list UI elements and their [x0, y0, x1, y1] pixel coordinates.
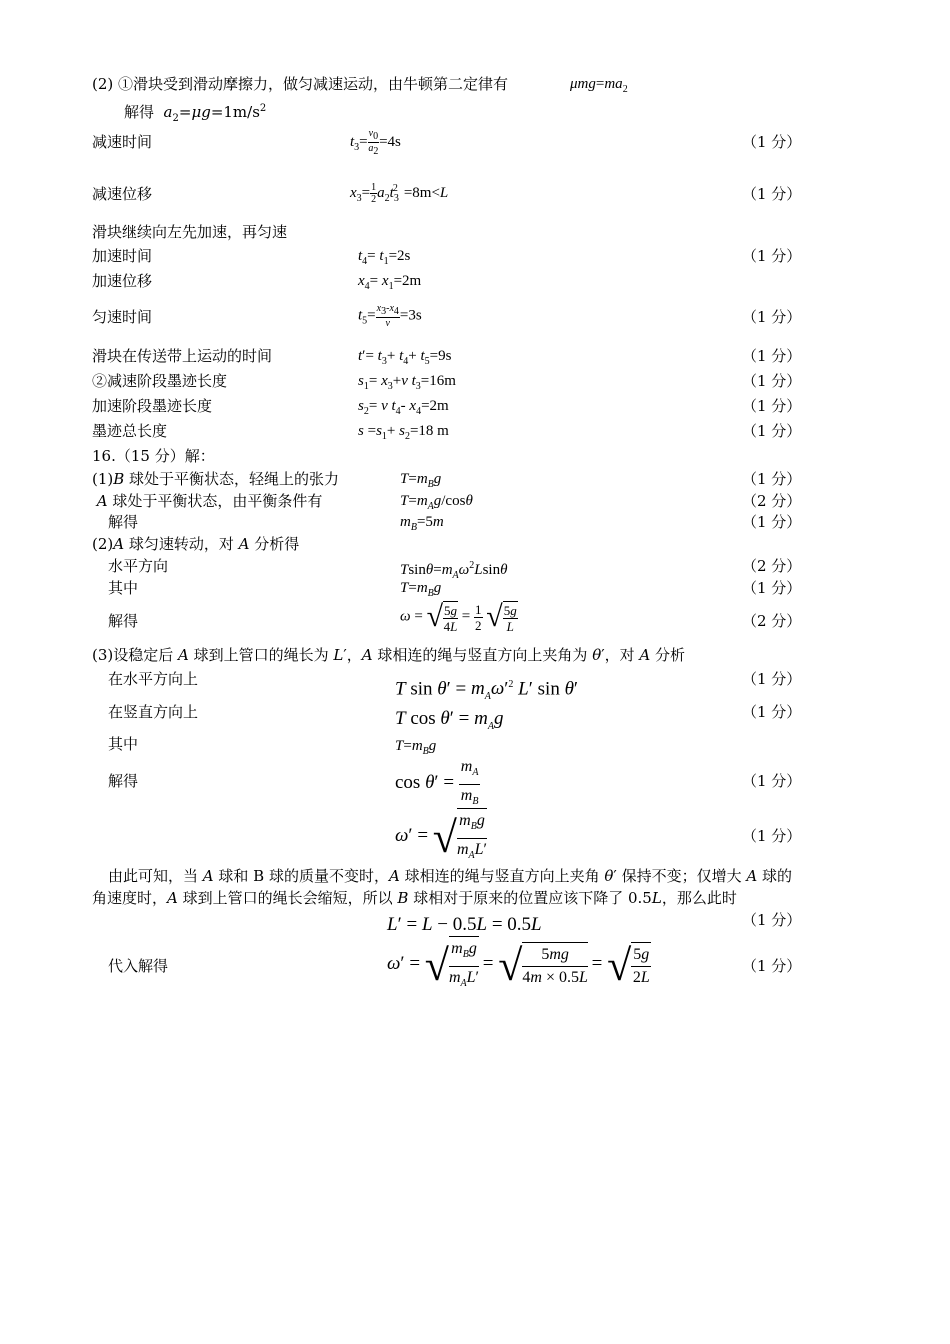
q16-a2-label: A 球处于平衡状态，由平衡条件有 [96, 492, 323, 510]
score: （1 分） [742, 470, 802, 488]
score: （1 分） [742, 670, 802, 688]
score: （2 分） [742, 612, 802, 630]
q16-b2-label: 其中 [108, 579, 139, 597]
row-label: 加速位移 [92, 272, 153, 290]
q16-a2-eq: $T=m_Ag$/cosθ [400, 493, 473, 512]
eq-s: $s =s_1+ s_2=18$ m [358, 423, 449, 442]
score: （1 分） [742, 397, 802, 415]
row-label: 减速时间 [92, 133, 153, 151]
score: （1 分） [742, 372, 802, 390]
eq-s1: $s_1= x_3+v$ $t_3=16m$ [358, 373, 456, 392]
q16-a1-label: (1)B 球处于平衡状态，轻绳上的张力 [92, 470, 340, 488]
p2-intro: (2) ①滑块受到滑动摩擦力，做匀减速运动，由牛顿第二定律有 [92, 75, 509, 93]
q16-b3-eq: ω = √ $\frac{5g}{4L}$ = $\frac{1}{2}$ √ $\frac{5g}{L}$ [400, 600, 517, 634]
q16-c5-eq: ω′ = √ $m_Bg$ $m_AL'$ [395, 808, 487, 867]
row-label: 加速阶段墨迹长度 [92, 397, 213, 415]
score: （1 分） [742, 185, 802, 203]
q16-c2-label: 在竖直方向上 [108, 703, 199, 721]
score: （1 分） [742, 513, 802, 531]
row-label: 滑块继续向左先加速，再匀速 [92, 223, 288, 241]
score: （2 分） [742, 492, 802, 510]
q16-c3-label: 其中 [108, 735, 139, 753]
q16-para2: 角速度时，A 球到上管口的绳长会缩短，所以 B 球相对于原来的位置应该下降了 0.5L，那么此时 [92, 889, 737, 907]
q16-b1-eq: $Tsin\theta=m_A\omega^2Lsin\theta$ [400, 560, 508, 581]
score: （1 分） [742, 133, 802, 151]
q16-c3-eq: $T=m_Bg$ [395, 738, 437, 757]
score: （1 分） [742, 957, 802, 975]
row-label: ②减速阶段墨迹长度 [92, 372, 228, 390]
q16-para1: 由此可知，当 A 球和 B 球的质量不变时，A 球相连的绳与竖直方向上夹角 θ′ 保持不变；仅增大 A 球的 [108, 867, 792, 885]
q16-c1-label: 在水平方向上 [108, 670, 199, 688]
score: （1 分） [742, 422, 802, 440]
q16-c1-eq: T $\sin \theta' = m_A\omega'^2$ L′ sin θ′ [395, 678, 579, 703]
q16-c4-label: 解得 [108, 772, 139, 790]
q16-a3-label: 解得 [108, 513, 139, 531]
score: （1 分） [742, 827, 802, 845]
row-label: 减速位移 [92, 185, 153, 203]
eq-t4: $t_4= t_1=2s$ [358, 248, 411, 267]
p2-solve: 解得 $a_2=\mu g=1m/s^2$ [124, 103, 267, 124]
score: （1 分） [742, 308, 802, 326]
q16-a1-eq: $T=m_Bg$ [400, 471, 442, 490]
eq-t-total: $t'= t_3+ t_4+ t_5=9s$ [358, 348, 452, 367]
score: （1 分） [742, 772, 802, 790]
eq-s2: $s_2= v$ $t_4-$ $x_4=2m$ [358, 398, 449, 417]
q16-b2-eq: $T=m_Bg$ [400, 580, 442, 599]
eq-x3: $x_3=$ $\frac{1}{2}$ $a_2t_3^2 =8m<L$ [350, 182, 449, 206]
q16-b-title: (2)A 球匀速转动，对 A 分析得 [92, 535, 300, 553]
score: （1 分） [742, 703, 802, 721]
q16-a3-eq: $m_B=5m$ [400, 514, 444, 533]
q16-c-title: (3)设稳定后 A 球到上管口的绳长为 L′，A 球相连的绳与竖直方向上夹角为 θ′，对 A 分析 [92, 646, 686, 664]
score: （1 分） [742, 347, 802, 365]
p2-intro-eq: $\mu mg=ma_2$ [570, 76, 628, 95]
eq-t3: $t_3=$ $\frac{v_0}{a_2}$ =4s [350, 128, 401, 157]
score: （1 分） [742, 247, 802, 265]
eq-t5: $t_5=$ $\frac{x_3-x_4}{v}$ =3s [358, 303, 422, 329]
eq-x4: $x_4= x_1=2m$ [358, 273, 422, 292]
q16-c4-eq: cos θ′ = $\frac{m_A}{m_B}$ [395, 758, 479, 808]
row-label: 滑块在传送带上运动的时间 [92, 347, 273, 365]
q16-c7-label: 代入解得 [108, 957, 169, 975]
q16-b1-label: 水平方向 [108, 557, 169, 575]
row-label: 墨迹总长度 [92, 422, 168, 440]
q16-b3-label: 解得 [108, 612, 139, 630]
score: （1 分） [742, 911, 802, 929]
score: （1 分） [742, 579, 802, 597]
row-label: 加速时间 [92, 247, 153, 265]
q16-title: 16.（15 分）解： [92, 447, 215, 465]
score: （2 分） [742, 557, 802, 575]
q16-c2-eq: T $\cos \theta' = m_Ag$ [395, 708, 504, 732]
q16-c6-eq: L′ = L − 0.5L = 0.5L [387, 914, 542, 935]
row-label: 匀速时间 [92, 308, 153, 326]
q16-c7-eq: ω′ = √ $m_Bg$ $m_AL'$ = √ $\frac{5mg}{4m \times 0.5L}$ = √ $\frac{5g}{2L}$ [387, 936, 651, 995]
